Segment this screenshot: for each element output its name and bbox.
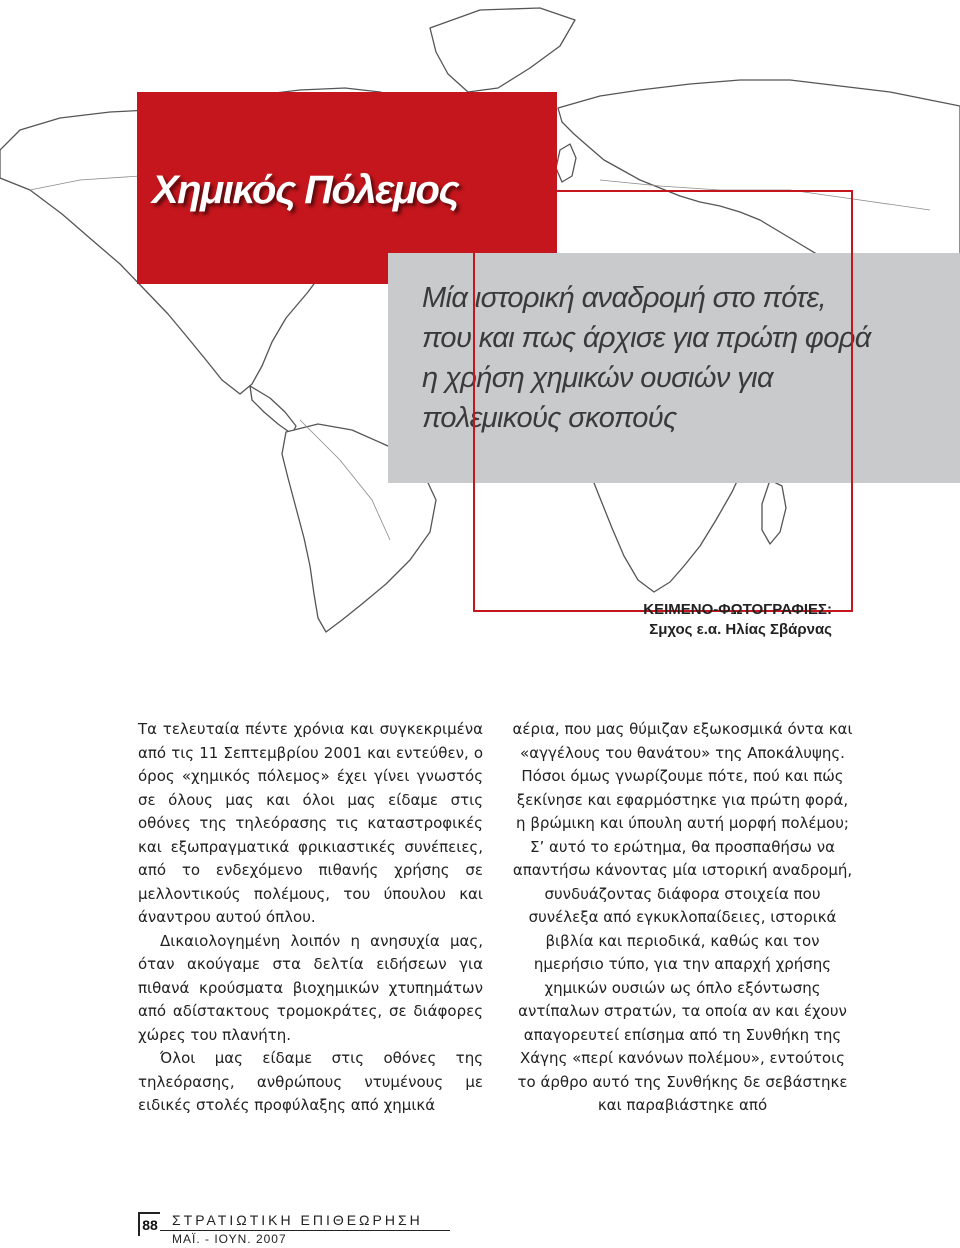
issue-date: ΜΑΪ. - ΙΟΥΝ. 2007 bbox=[172, 1232, 287, 1246]
body-paragraph: Τα τελευταία πέντε χρόνια και συγκεκριμένα από τις 11 Σεπτεμβρίου 2001 και εντεύθεν, ο όρος «χημικός πόλεμος» έχει γίνει γνωστός σε όλους μας και όλοι μας είδαμε στις οθόνες της τηλεόρασης τις καταστροφικές και εξωπραγματικά φρικιαστικές συνέπειες, από το ενδεχόμενο πιθανής χρήσης σε μελλοντικούς πολέμους, του ύπουλου και άναντρου αυτού όπλου. bbox=[138, 720, 483, 926]
central-america-outline bbox=[250, 386, 296, 434]
credits-label: ΚΕΙΜΕΝΟ-ΦΩΤΟΓΡΑΦΙΕΣ: bbox=[643, 601, 832, 618]
footer-divider bbox=[160, 1230, 450, 1231]
greenland-outline bbox=[430, 8, 575, 92]
body-paragraph: Όλοι μας είδαμε στις οθόνες της τηλεόρασης, ανθρώπους ντυμένους με ειδικές στολές προφύλαξης από χημικά bbox=[138, 1049, 483, 1114]
body-column-left bbox=[138, 718, 483, 1118]
page-number: 88 bbox=[138, 1212, 160, 1236]
body-paragraph: αέρια, που μας θύμιζαν εξωκοσμικά όντα και «αγγέλους του θανάτου» της Αποκάλυψης. Πόσοι όμως γνωρίζουμε πότε, πού και πώς ξεκίνησε και εφαρμόστηκε για πρώτη φορά, η βρώμικη και ύπουλη αυτή μορφή πολέμου; bbox=[512, 720, 853, 832]
body-paragraph: Σ’ αυτό το ερώτημα, θα προσπαθήσω να απαντήσω κάνοντας μία ιστορική αναδρομή, συνδυάζοντας διάφορα στοιχεία που συνέλεξα από εγκυκλοπαίδειες, ιστορικά βιβλία και περιοδικά, καθώς και τον ημερήσιο τύπο, για την απαρχή χρήσης χημικών ουσιών ως όπλο εξόντωσης αντίπαλων στρατών, τα οποία αν και έχουν απαγορευτεί επίσημα από τη Συνθήκη της Χάγης «περί κανόνων πολέμου», εντούτοις το άρθρο αυτό της Συνθήκης δε σεβάστηκε και παραβιάστηκε από bbox=[512, 837, 853, 1114]
article-title: Χημικός Πόλεμος bbox=[152, 168, 459, 212]
article-credits bbox=[643, 600, 832, 640]
magazine-name: ΣΤΡΑΤΙΩΤΙΚΗ ΕΠΙΘΕΩΡΗΣΗ bbox=[172, 1212, 423, 1228]
subtitle-line: πολεμικούς σκοπούς bbox=[422, 402, 677, 434]
credits-author: Σμχος ε.α. Ηλίας Σβάρνας bbox=[649, 621, 832, 638]
map-highlight-frame bbox=[473, 190, 853, 612]
subtitle-line: που και πως άρχισε για πρώτη φορά bbox=[422, 322, 871, 354]
body-paragraph: Δικαιολογημένη λοιπόν η ανησυχία μας, όταν ακούγαμε στα δελτία ειδήσεων για πιθανά κρούσματα βιοχημικών χτυπημάτων από αδίστακτους τρομοκράτες, σε διάφορες χώρες του πλανήτη. bbox=[138, 931, 483, 1044]
body-column-right bbox=[510, 718, 855, 1118]
subtitle-line: η χρήση χημικών ουσιών για bbox=[422, 362, 773, 394]
subtitle-line: Μία ιστορική αναδρομή στο πότε, bbox=[422, 282, 826, 314]
